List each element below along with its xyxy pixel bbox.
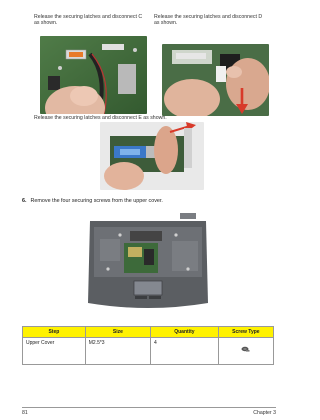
caption-d: Release the securing latches and disconnect D as shown.	[154, 14, 263, 27]
screw-table	[22, 326, 274, 365]
header-size: Size	[85, 327, 150, 338]
photo-upper-cover	[84, 207, 212, 315]
cell-screw-type	[218, 338, 273, 365]
step-text: Remove the four securing screws from the upper cover.	[30, 198, 163, 204]
caption-c: Release the securing latches and disconnect C as shown.	[34, 14, 143, 27]
photo-connector-e	[100, 122, 204, 190]
step-number: 6.	[22, 198, 27, 204]
cell-size: M2.5*3	[85, 338, 150, 365]
cell-quantity: 4	[151, 338, 219, 365]
header-step: Step	[23, 327, 86, 338]
table-row	[23, 338, 274, 365]
caption-e: Release the securing latches and disconnect E as shown.	[34, 115, 167, 121]
step-6	[22, 198, 163, 204]
page-number: 81	[22, 410, 28, 416]
cell-step: Upper Cover	[23, 338, 86, 365]
footer-divider	[22, 407, 276, 408]
photo-connector-d	[162, 44, 269, 116]
photo-connector-c	[40, 36, 147, 114]
chapter-label: Chapter 3	[253, 410, 276, 416]
table-header-row	[23, 327, 274, 338]
screw-icon	[241, 346, 251, 356]
header-screw-type: Screw Type	[218, 327, 273, 338]
header-quantity: Quantity	[151, 327, 219, 338]
